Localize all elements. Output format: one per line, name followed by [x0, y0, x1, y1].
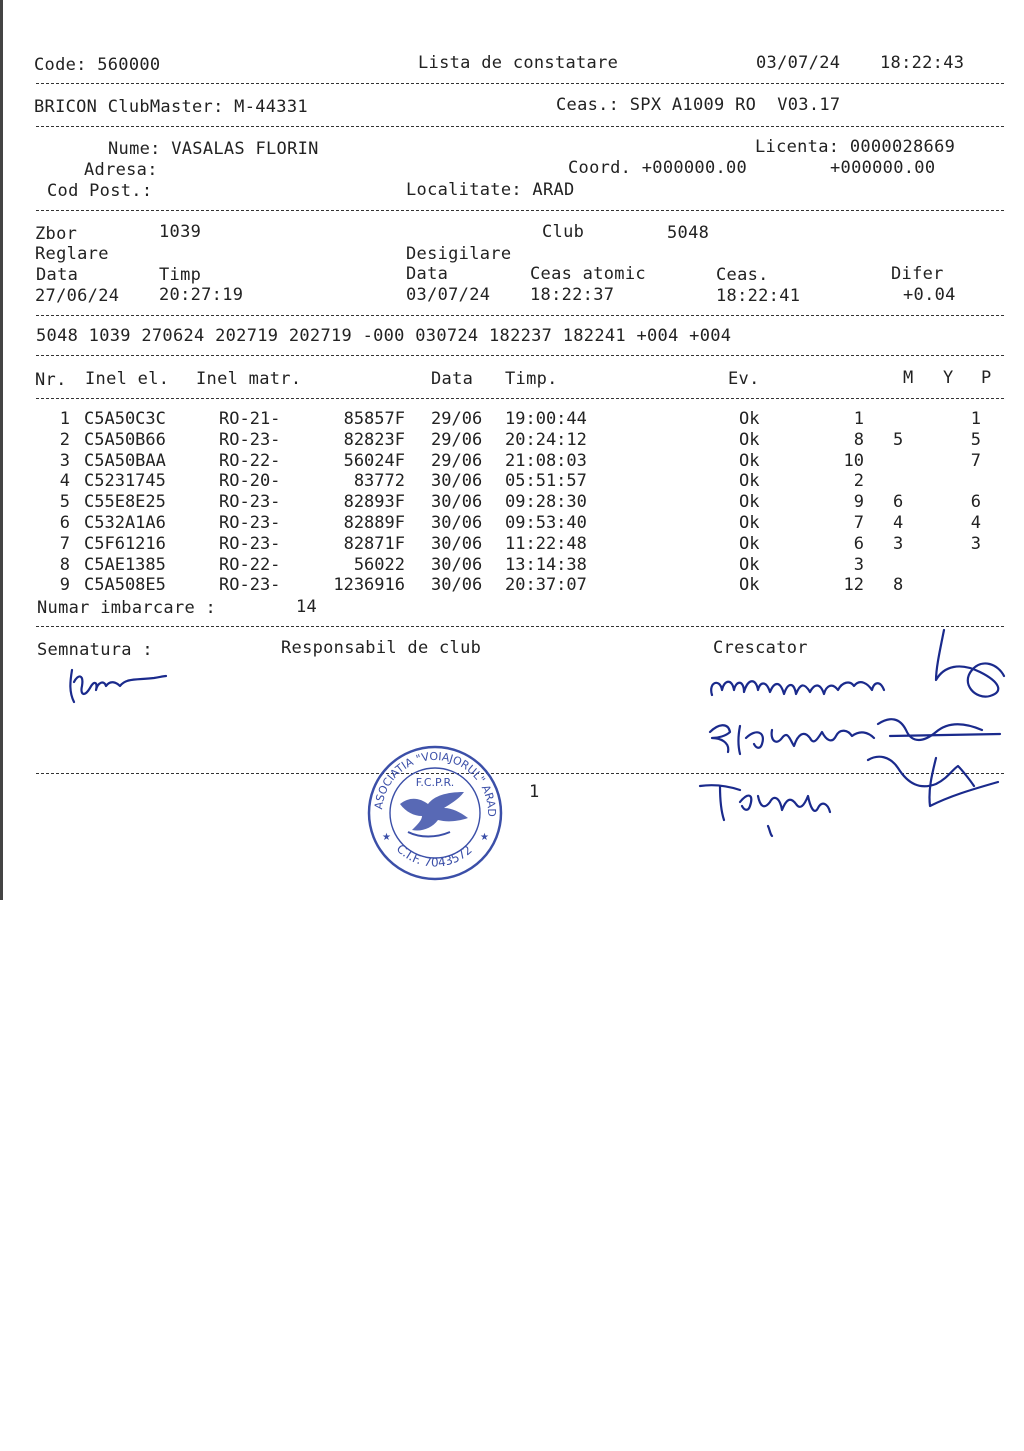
- ring-prefix: RO-23-: [219, 513, 281, 533]
- rank-m: 6: [853, 533, 864, 554]
- table-row: [0, 430, 1024, 451]
- rank-p: 3: [970, 533, 981, 554]
- desigilare-date: 03/07/24: [406, 285, 491, 305]
- zbor-value: 1039: [159, 222, 202, 242]
- ring-number: 82823F: [343, 429, 405, 450]
- ring-prefix: RO-22-: [219, 554, 281, 575]
- electronic-ring: C55E8E25: [84, 492, 166, 513]
- semnatura-label: Semnatura :: [37, 640, 153, 660]
- col-inel-el: Inel el.: [85, 369, 170, 389]
- rank-m: 10: [843, 450, 864, 471]
- coord-second: +000000.00: [830, 158, 936, 178]
- page-title: Lista de constatare: [418, 53, 619, 73]
- ring-prefix: RO-21-: [219, 409, 281, 429]
- arrival-time: 11:22:48: [505, 533, 587, 554]
- col-timp: Timp.: [505, 369, 558, 389]
- rank-p: 1: [970, 409, 981, 429]
- event-status: Ok: [739, 513, 760, 533]
- table-row: [0, 513, 1024, 534]
- ring-prefix: RO-22-: [219, 450, 281, 471]
- ring-number: 83772: [353, 471, 405, 492]
- arrival-date: 29/06: [431, 409, 483, 429]
- arrival-time: 13:14:38: [505, 554, 587, 575]
- atomic-time: 18:22:37: [530, 285, 615, 305]
- rank-p: 6: [970, 492, 981, 513]
- row-number: 6: [59, 513, 70, 533]
- code-label: Code: 560000: [34, 55, 161, 75]
- event-status: Ok: [739, 533, 760, 554]
- electronic-ring: C532A1A6: [84, 513, 166, 533]
- event-status: Ok: [739, 575, 760, 596]
- row-number: 2: [59, 429, 70, 450]
- col-m: M: [903, 368, 914, 388]
- rank-p: 4: [970, 513, 981, 533]
- rank-m: 8: [853, 429, 864, 450]
- event-status: Ok: [739, 554, 760, 575]
- electronic-ring: C5AE1385: [84, 554, 166, 575]
- divider: [36, 398, 1004, 399]
- numar-imbarcare-label: Numar imbarcare :: [37, 598, 217, 618]
- header-date: 03/07/24: [756, 53, 841, 73]
- rank-m: 7: [853, 513, 864, 533]
- reglare-label: Reglare: [35, 244, 109, 264]
- arrival-time: 09:28:30: [505, 492, 587, 513]
- row-number: 8: [59, 554, 70, 575]
- divider: [36, 355, 1004, 356]
- divider: [36, 126, 1004, 127]
- clock-time: 18:22:41: [716, 286, 801, 306]
- table-row: [0, 451, 1024, 472]
- numar-imbarcare-value: 14: [296, 597, 318, 617]
- electronic-ring: C5A508E5: [84, 575, 166, 596]
- rank-y: 3: [893, 533, 904, 554]
- table-row: [0, 534, 1024, 555]
- stamp-fc-text: F.C.P.R.: [415, 776, 455, 789]
- postal-code-label: Cod Post.:: [47, 181, 153, 201]
- signature-left: [64, 660, 174, 710]
- rank-m: 1: [853, 409, 864, 429]
- club-value: 5048: [667, 223, 710, 243]
- event-status: Ok: [739, 492, 760, 513]
- ceas-label: Ceas.: SPX A1009 RO V03.17: [556, 95, 841, 115]
- arrival-date: 30/06: [431, 575, 483, 596]
- star-icon: ★: [382, 832, 391, 843]
- arrival-time: 05:51:57: [505, 471, 587, 492]
- coord-label: Coord. +000000.00: [568, 158, 748, 178]
- rank-y: 6: [893, 492, 904, 513]
- ring-prefix: RO-23-: [219, 492, 281, 513]
- ring-number: 82893F: [343, 492, 405, 513]
- code-line: 5048 1039 270624 202719 202719 -000 030724 182237 182241 +004 +004: [36, 326, 732, 346]
- divider: [36, 315, 1004, 316]
- arrival-date: 30/06: [431, 554, 483, 575]
- rank-p: 5: [970, 429, 981, 450]
- arrival-time: 09:53:40: [505, 513, 587, 533]
- reglare-date: 27/06/24: [35, 286, 120, 306]
- arrival-time: 21:08:03: [505, 450, 587, 471]
- rank-y: 8: [893, 575, 904, 596]
- arrival-date: 29/06: [431, 429, 483, 450]
- ring-number: 82871F: [343, 533, 405, 554]
- reglare-time: 20:27:19: [159, 285, 244, 305]
- ring-number: 85857F: [343, 409, 405, 429]
- electronic-ring: C5A50BAA: [84, 450, 166, 471]
- timp-label: Timp: [159, 265, 202, 285]
- ring-prefix: RO-23-: [219, 429, 281, 450]
- crescator-label: Crescator: [713, 638, 808, 658]
- divider: [36, 83, 1004, 84]
- table-row: [0, 575, 1024, 596]
- stamp-cif-text: C.I.F. 7043572: [393, 841, 475, 870]
- arrival-time: 20:37:07: [505, 575, 587, 596]
- responsabil-label: Responsabil de club: [281, 638, 482, 658]
- address-label: Adresa:: [84, 160, 158, 180]
- arrival-date: 30/06: [431, 492, 483, 513]
- divider: [36, 210, 1004, 211]
- event-status: Ok: [739, 471, 760, 492]
- col-data: Data: [431, 369, 474, 389]
- licence-number: Licenta: 0000028669: [755, 137, 956, 157]
- ring-prefix: RO-23-: [219, 575, 281, 596]
- arrival-date: 30/06: [431, 513, 483, 533]
- row-number: 3: [59, 450, 70, 471]
- rank-m: 3: [853, 554, 864, 575]
- table-row: [0, 409, 1024, 430]
- arrival-date: 30/06: [431, 533, 483, 554]
- electronic-ring: C5A50C3C: [84, 409, 166, 429]
- rank-y: 5: [893, 429, 904, 450]
- event-status: Ok: [739, 450, 760, 471]
- ring-prefix: RO-20-: [219, 471, 281, 492]
- row-number: 9: [59, 575, 70, 596]
- arrival-time: 19:00:44: [505, 409, 587, 429]
- desigilare-label: Desigilare: [406, 244, 512, 264]
- event-status: Ok: [739, 409, 760, 429]
- ring-number: 82889F: [343, 513, 405, 533]
- col-p: P: [981, 368, 992, 388]
- row-number: 4: [59, 471, 70, 492]
- col-y: Y: [943, 368, 954, 388]
- club-label: Club: [542, 222, 585, 242]
- clubmaster-label: BRICON ClubMaster: M-44331: [34, 97, 308, 117]
- col-inel-matr: Inel matr.: [196, 369, 302, 389]
- difer-label: Difer: [891, 264, 944, 284]
- difference-value: +0.04: [903, 285, 956, 305]
- electronic-ring: C5231745: [84, 471, 166, 492]
- club-stamp: [362, 740, 508, 886]
- star-icon: ★: [480, 832, 489, 843]
- arrival-date: 30/06: [431, 471, 483, 492]
- rank-y: 4: [893, 513, 904, 533]
- row-number: 1: [59, 409, 70, 429]
- arrival-date: 29/06: [431, 450, 483, 471]
- col-nr: Nr.: [35, 370, 67, 390]
- ring-number: 1236916: [333, 575, 405, 596]
- page-number: 1: [529, 782, 540, 802]
- col-ev: Ev.: [728, 369, 760, 389]
- electronic-ring: C5F61216: [84, 533, 166, 554]
- row-number: 7: [59, 533, 70, 554]
- data-label: Data: [406, 264, 449, 284]
- stamp-top-text: ASOCIATIA "VOIAJORUL" ARAD: [372, 749, 499, 817]
- ceas-label: Ceas.: [716, 265, 769, 285]
- locality-label: Localitate: ARAD: [406, 180, 575, 200]
- electronic-ring: C5A50B66: [84, 429, 166, 450]
- ring-prefix: RO-23-: [219, 533, 281, 554]
- rank-m: 9: [853, 492, 864, 513]
- rank-p: 7: [970, 450, 981, 471]
- row-number: 5: [59, 492, 70, 513]
- table-row: [0, 555, 1024, 576]
- ring-number: 56024F: [343, 450, 405, 471]
- rank-m: 2: [853, 471, 864, 492]
- arrival-time: 20:24:12: [505, 429, 587, 450]
- event-status: Ok: [739, 429, 760, 450]
- rank-m: 12: [843, 575, 864, 596]
- signature-crescator: [700, 620, 1020, 840]
- header-time: 18:22:43: [880, 53, 965, 73]
- zbor-label: Zbor: [35, 224, 78, 244]
- table-row: [0, 492, 1024, 513]
- owner-name: Nume: VASALAS FLORIN: [108, 139, 319, 159]
- dove-icon: [400, 792, 468, 837]
- data-label: Data: [36, 265, 79, 285]
- ceas-atomic-label: Ceas atomic: [530, 264, 646, 284]
- table-row: [0, 471, 1024, 492]
- ring-number: 56022: [353, 554, 405, 575]
